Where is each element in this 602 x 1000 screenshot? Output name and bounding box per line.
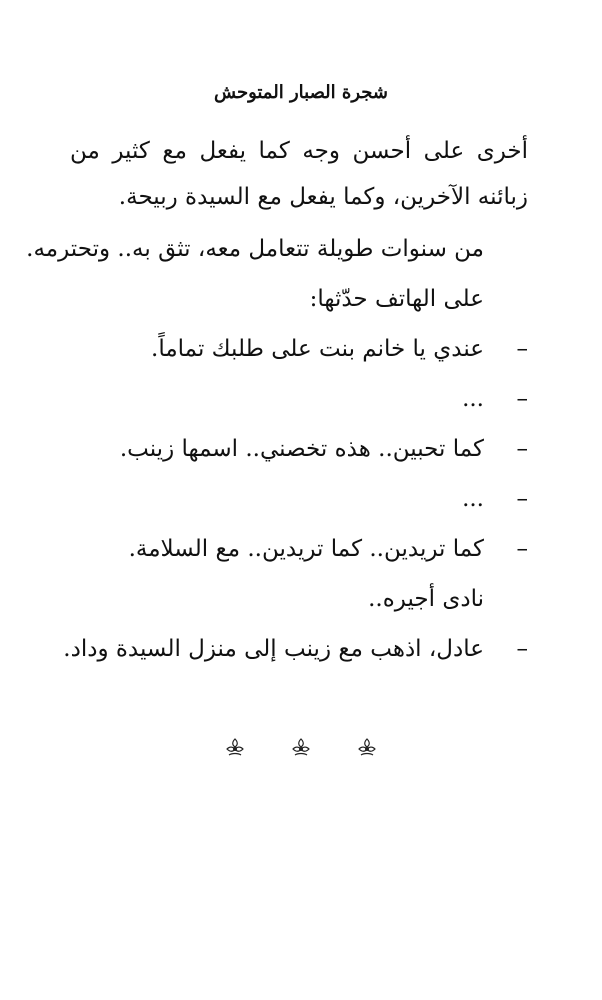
dialogue-dash: – [516, 536, 528, 562]
floral-dingbat-icon [356, 736, 378, 758]
indented-line: من سنوات طويلة تتعامل معه، تثق به.. وتحترمه. [26, 236, 484, 262]
dialogue-dash: – [516, 486, 528, 512]
dialogue-text: كما تحبين.. هذه تخصني.. اسمها زينب. [119, 436, 484, 462]
indented-line: على الهاتف حدّثها: [309, 286, 484, 312]
floral-dingbat-icon [290, 736, 312, 758]
dialogue-line [70, 324, 528, 374]
dialogue-line [70, 424, 528, 474]
dialogue-dash: – [516, 436, 528, 462]
dialogue-line [70, 374, 528, 424]
dialogue-text: عادل، اذهب مع زينب إلى منزل السيدة وداد. [63, 636, 484, 662]
running-head: شجرة الصبار المتوحش [214, 82, 388, 103]
page-body [26, 128, 528, 674]
dialogue-text: كما تريدين.. كما تريدين.. مع السلامة. [128, 536, 484, 562]
floral-dingbat-icon [224, 736, 246, 758]
dialogue-dash: – [516, 386, 528, 412]
dialogue-dash: – [516, 336, 528, 362]
dialogue-text: ... [462, 486, 484, 512]
dialogue-line [70, 474, 528, 524]
dialogue-line [63, 624, 528, 674]
dialogue-line [70, 524, 528, 574]
paragraph: أخرى على أحسن وجه كما يفعل مع كثير من زبائنه الآخرين، وكما يفعل مع السيدة ربيحة. [70, 138, 528, 210]
narration-line: نادى أجيره.. [368, 586, 484, 612]
section-break-ornaments [0, 736, 602, 758]
dialogue-text: ... [462, 386, 484, 412]
dialogue-dash: – [516, 636, 528, 662]
dialogue-text: عندي يا خانم بنت على طلبك تماماً. [151, 336, 484, 362]
